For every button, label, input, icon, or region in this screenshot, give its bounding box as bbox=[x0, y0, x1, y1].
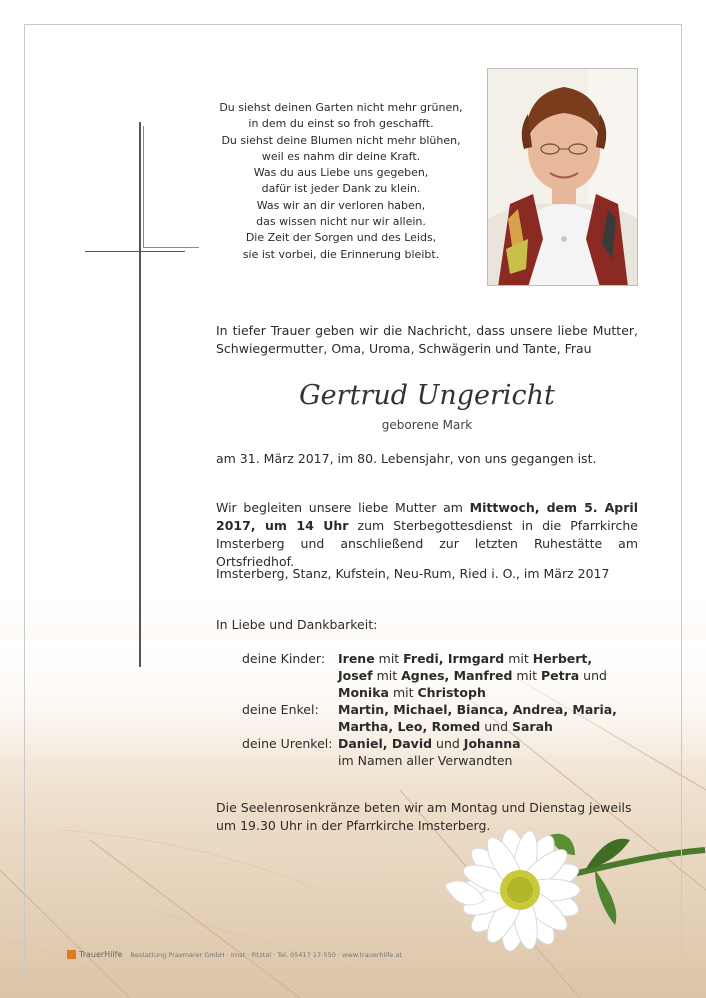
family-connector: mit bbox=[504, 651, 533, 666]
birth-name: geborene Mark bbox=[381, 418, 473, 432]
family-connector: mit bbox=[512, 668, 541, 683]
family-line bbox=[338, 667, 607, 684]
family-name: Herbert, bbox=[532, 651, 593, 666]
family-name: Agnes, Manfred bbox=[401, 668, 513, 683]
family-connector: mit bbox=[374, 651, 404, 666]
kinder-names bbox=[338, 650, 607, 701]
portrait-photo bbox=[487, 68, 638, 286]
poem-line: Du siehst deinen Garten nicht mehr grünen, bbox=[219, 101, 463, 114]
deceased-name: Gertrud Ungericht bbox=[299, 380, 555, 411]
urenkel-label: deine Urenkel: bbox=[242, 736, 333, 751]
death-date-text: am 31. März 2017, im 80. Lebensjahr, von uns gegangen ist. bbox=[216, 451, 597, 466]
family-name: Fredi, Irmgard bbox=[403, 651, 505, 666]
poem-line: Was wir an dir verloren haben, bbox=[256, 198, 426, 212]
intro-text: In tiefer Trauer geben wir die Nachricht, dass unsere liebe Mutter, Schwiegermutter, Oma, Uroma, Schwägerin und Tante, Frau bbox=[216, 323, 638, 356]
footer bbox=[67, 950, 402, 959]
poem-line: sie ist vorbei, die Erinnerung bleibt. bbox=[242, 247, 440, 261]
family-name: Josef bbox=[338, 668, 373, 683]
kinder-label: deine Kinder: bbox=[242, 651, 326, 666]
poem-line: das wissen nicht nur wir allein. bbox=[256, 215, 426, 229]
family-name: Irene bbox=[338, 651, 375, 666]
urenkel-names bbox=[338, 735, 521, 769]
poem-line: dafür ist jeder Dank zu klein. bbox=[261, 182, 421, 196]
poem-line: Was du aus Liebe uns gegeben, bbox=[253, 166, 429, 180]
cross-shadow-line bbox=[143, 247, 199, 248]
family-line bbox=[338, 718, 617, 735]
family-line bbox=[338, 752, 521, 769]
poem-line: Du siehst deine Blumen nicht mehr blühen, bbox=[221, 133, 461, 147]
cross-vertical-line bbox=[139, 122, 141, 667]
family-connector: mit bbox=[372, 668, 402, 683]
family-name: Martha, Leo, Romed bbox=[338, 719, 481, 734]
rosary-text: Die Seelenrosenkränze beten wir am Montag und Dienstag jeweils um 19.30 Uhr in der Pfarrkirche Imsterberg. bbox=[216, 800, 632, 833]
family-connector: im Namen aller Verwandten bbox=[338, 753, 513, 768]
funeral-date: Mittwoch, dem 5. April 2017, um 14 Uhr bbox=[216, 500, 638, 533]
funeral-text-part: Wir begleiten unsere liebe Mutter am bbox=[216, 500, 470, 515]
enkel-names bbox=[338, 701, 617, 735]
family-name: Sarah bbox=[511, 719, 553, 734]
family-line bbox=[338, 650, 607, 667]
family-name: Johanna bbox=[463, 736, 521, 751]
funeral-text bbox=[216, 499, 638, 571]
family-connector: und bbox=[579, 668, 607, 683]
poem-line: in dem du einst so froh geschafft. bbox=[248, 117, 434, 131]
cross-shadow-line bbox=[143, 126, 144, 247]
family-connector: und bbox=[480, 719, 512, 734]
enkel-label: deine Enkel: bbox=[242, 702, 319, 717]
love-heading: In Liebe und Dankbarkeit: bbox=[216, 617, 378, 632]
poem-line: weil es nahm dir deine Kraft. bbox=[261, 149, 421, 163]
trauerhilfe-logo-icon bbox=[67, 950, 76, 959]
cross-horizontal-line bbox=[85, 251, 185, 252]
poem bbox=[210, 100, 472, 263]
family-line bbox=[338, 735, 521, 752]
family-connector: mit bbox=[388, 685, 418, 700]
funeral-text-part: zum Sterbegottesdienst in die Pfarrkirche Imsterberg und anschließend zur letzten Ruhestätte am Ortsfriedhof. bbox=[216, 518, 638, 569]
family-name: Petra bbox=[540, 668, 580, 683]
family-name: Monika bbox=[338, 685, 389, 700]
family-line bbox=[338, 701, 617, 718]
family-line bbox=[338, 684, 607, 701]
family-name: Christoph bbox=[417, 685, 486, 700]
footer-contact: Bestattung Praxmarer GmbH · Imst · Pitztal · Tel. 05417 17-550 · www.trauerhilfe.at bbox=[130, 950, 402, 959]
footer-logo-text: TrauerHilfe bbox=[79, 950, 123, 959]
family-name: Daniel, David bbox=[338, 736, 433, 751]
family-connector: und bbox=[432, 736, 464, 751]
places-date: Imsterberg, Stanz, Kufstein, Neu-Rum, Ried i. O., im März 2017 bbox=[216, 566, 610, 581]
poem-line: Die Zeit der Sorgen und des Leids, bbox=[245, 231, 437, 245]
family-name: Martin, Michael, Bianca, Andrea, Maria, bbox=[338, 702, 617, 717]
